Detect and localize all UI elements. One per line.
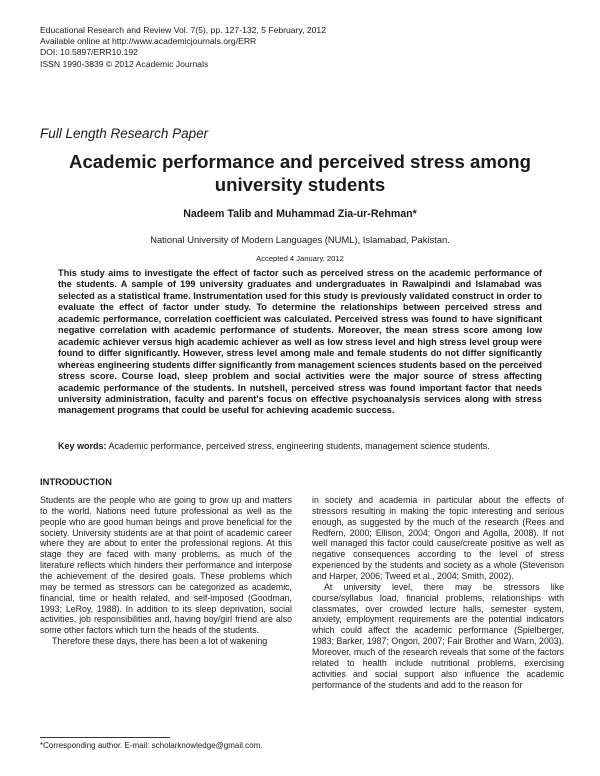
authors: Nadeem Talib and Muhammad Zia-ur-Rehman*: [183, 208, 417, 220]
footnote-rule: [40, 737, 170, 738]
keywords: [58, 441, 542, 451]
doi: DOI: 10.5897/ERR10.192: [40, 47, 138, 58]
issn: ISSN 1990-3839 © 2012 Academic Journals: [40, 58, 209, 69]
abstract: This study aims to investigate the effect of factor such as perceived stress on the academic performance of the students. A sample of 199 university graduates and undergraduates in Rawalpindi and Islamabad was selected as a statistical frame. Instrumentation used for this study is previously validated construct in order to evaluate the effect of factor under study. To determine the relationships between perceived stress and academic performance, correlation coefficient was calculated. Perceived stress was found to have significant negative correlation with academic performance of students. Moreover, the mean stress score among low academic achiever versus high academic achiever as well as low stress level and high stress level group were found to differ significantly. However, stress level among male and female students do not differ significantly whereas engineering students differ significantly from management sciences students based on the perceived stress score. Course load, sleep problem and social activities were the major source of stress affecting academic performance of the students. In nutshell, perceived stress was found important factor that needs university administration, faculty and parent's focus on effective psychoanalysis services along with stress management programs that could be useful for achieving academic success.: [58, 268, 542, 416]
journal-header: [40, 25, 326, 70]
journal-url: Available online at http://www.academicjournals.org/ERR: [40, 36, 257, 47]
paper-title: Academic performance and perceived stress among university students: [69, 151, 531, 195]
journal-citation: Educational Research and Review Vol. 7(5), pp. 127-132, 5 February, 2012: [40, 25, 326, 35]
section-heading: INTRODUCTION: [40, 476, 112, 487]
paragraph: in society and academia in particular about the effects of stressors resulting in making the topic interesting and serious enough, as suggested by the much of the research (Rees and Redfern, 2000; Ellison, 2004; Ongori and Agolla, 2008). If not well managed this factor could cause/create positive as well as negative consequences according to the level of stress experienced by the students and society as a whole (Stevenson and Harper, 2006; Tweed et al., 2004; Smith, 2002).: [312, 495, 564, 582]
keywords-label: Key words:: [58, 441, 107, 451]
keywords-text: Academic performance, perceived stress, engineering students, management science students.: [108, 441, 490, 451]
paragraph: At university level, there may be stressors like course/syllabus load, financial problems, relationships with classmates, over crowded lecture halls, semester system, anxiety, employment requirements are the potential indicators which could affect the academic performance (Spielberger, 1983; Barker, 1987; Ongori, 2007; Fair Brother and Warn, 2003). Moreover, much of the research reveals that some of the factors related to health include nutritional problems, exercising activities and social support also influence the academic performance of the students and add to the reason for: [312, 581, 564, 690]
affiliation: National University of Modern Languages (NUML), Islamabad, Pakistan.: [150, 234, 450, 245]
paragraph: Therefore these days, there has been a lot of wakening: [52, 636, 268, 647]
body-column-right: [312, 495, 564, 690]
footnote: *Corresponding author. E-mail: scholarknowledge@gmail.com.: [40, 741, 263, 750]
body-column-left: [40, 495, 292, 647]
paper-type: Full Length Research Paper: [40, 126, 209, 141]
paragraph: Students are the people who are going to grow up and matters to the world. Nations need future professional as well as the people who are good human beings and prove beneficial for the society. University students are at that point of academic career where they are about to enter the professional regions. At this stage they are faced with many problems, as much of the literature reflects which hinders their performance and interpose the achievement of the desired goals. These problems which may be termed as stressors can be categorized as academic, financial, time or health related, and self-imposed (Goodman, 1993; LeRoy, 1988). In addition to its sleep deprivation, social activities, job responsibilities and, having boy/girl friend are also some other factors which turn the heads of the students.: [40, 495, 292, 636]
accepted-date: Accepted 4 January, 2012: [256, 254, 344, 263]
